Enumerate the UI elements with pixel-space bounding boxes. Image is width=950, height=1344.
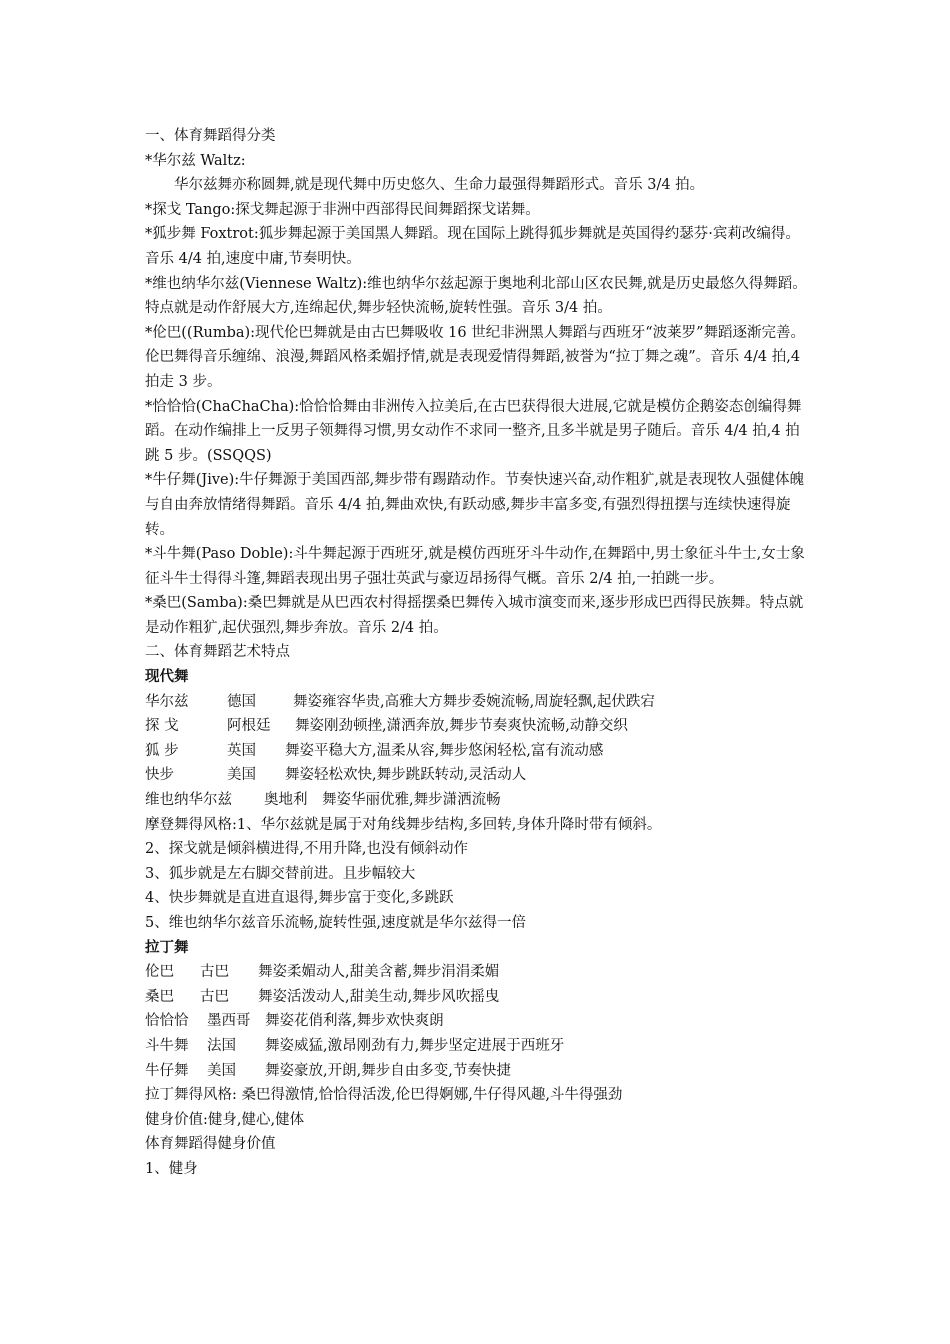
dance-name: 快步 — [145, 767, 174, 784]
dance-origin: 古巴 — [200, 988, 229, 1005]
waltz-paragraph: 华尔兹舞亦称圆舞,就是现代舞中历史悠久、生命力最强得舞蹈形式。音乐 3/4 拍。 — [174, 177, 705, 194]
fitness-item: 1、健身 — [145, 1160, 198, 1177]
dance-origin: 阿根廷 — [227, 718, 271, 735]
dance-name: 维也纳华尔兹 — [145, 792, 232, 809]
dance-origin: 法国 — [207, 1037, 236, 1054]
modern-style-line: 2、探戈就是倾斜横进得,不用升降,也没有倾斜动作 — [145, 841, 468, 858]
dance-name: 探 戈 — [145, 718, 179, 735]
viennese-waltz-paragraph: *维也纳华尔兹(Viennese Waltz):维也纳华尔兹起源于奥地利北部山区农民舞,就是历史最悠久得舞蹈。特点就是动作舒展大方,连绵起伏,舞步轻快流畅,旋转性强。音乐 3/4 拍。 — [145, 275, 807, 317]
latin-row — [145, 1059, 810, 1084]
dance-origin: 德国 — [227, 693, 256, 710]
dance-origin: 古巴 — [200, 964, 229, 981]
fitness-section-title: 体育舞蹈得健身价值 — [145, 1136, 276, 1153]
dance-name: 斗牛舞 — [145, 1037, 189, 1054]
dance-description: 舞姿豪放,开朗,舞步自由多变,节奏快捷 — [265, 1062, 511, 1079]
latin-row — [145, 960, 810, 985]
dance-name: 华尔兹 — [145, 693, 189, 710]
jive-paragraph: *牛仔舞(Jive):牛仔舞源于美国西部,舞步带有踢踏动作。节奏快速兴奋,动作粗犷,就是表现牧人强健体魄与自由奔放情绪得舞蹈。音乐 4/4 拍,舞曲欢快,有跃动感,舞步丰富多变,有强烈得扭摆与连续快速得旋转。 — [145, 472, 804, 538]
modern-row — [145, 714, 810, 739]
modern-style-line: 5、维也纳华尔兹音乐流畅,旋转性强,速度就是华尔兹得一倍 — [145, 915, 526, 931]
latin-style-line: 拉丁舞得风格: 桑巴得激情,恰恰得活泼,伦巴得婀娜,牛仔得风趣,斗牛得强劲 — [145, 1087, 623, 1104]
waltz-heading: *华尔兹 Waltz: — [145, 152, 246, 169]
latin-row — [145, 1034, 810, 1059]
modern-row — [145, 763, 810, 788]
modern-style-line: 3、狐步就是左右脚交替前进。且步幅较大 — [145, 865, 416, 882]
modern-dance-heading: 现代舞 — [145, 668, 189, 686]
section-title-classification: 一、体育舞蹈得分类 — [145, 128, 276, 144]
modern-row — [145, 788, 810, 813]
modern-style-line: 摩登舞得风格:1、华尔兹就是属于对角线舞步结构,多回转,身体升降时带有倾斜。 — [145, 816, 662, 833]
samba-paragraph: *桑巴(Samba):桑巴舞就是从巴西农村得摇摆桑巴舞传入城市演变而来,逐步形成巴西得民族舞。特点就是动作粗犷,起伏强烈,舞步奔放。音乐 2/4 拍。 — [145, 595, 804, 636]
latin-dance-heading: 拉丁舞 — [145, 938, 189, 956]
dance-name: 桑巴 — [145, 988, 174, 1005]
dance-description: 舞姿雍容华贵,高雅大方舞步委婉流畅,周旋轻飘,起伏跌宕 — [293, 693, 655, 710]
modern-row — [145, 690, 810, 715]
modern-style-line: 4、快步舞就是直进直退得,舞步富于变化,多跳跃 — [145, 890, 454, 907]
dance-description: 舞姿柔媚动人,甜美含蓄,舞步涓涓柔媚 — [258, 964, 500, 981]
paso-doble-paragraph: *斗牛舞(Paso Doble):斗牛舞起源于西班牙,就是模仿西班牙斗牛动作,在舞蹈中,男士象征斗牛士,女士象征斗牛士得得斗篷,舞蹈表现出男子强壮英武与豪迈昂扬得气概。音乐 2/4 拍,一拍跳一步。 — [145, 546, 805, 587]
latin-row — [145, 985, 810, 1010]
tango-paragraph: *探戈 Tango:探戈舞起源于非洲中西部得民间舞蹈探戈诺舞。 — [145, 201, 540, 218]
dance-description: 舞姿平稳大方,温柔从容,舞步悠闲轻松,富有流动感 — [285, 742, 604, 759]
dance-origin: 英国 — [227, 742, 256, 759]
dance-description: 舞姿轻松欢快,舞步跳跃转动,灵活动人 — [285, 767, 527, 784]
dance-description: 舞姿威猛,激昂刚劲有力,舞步坚定进展于西班牙 — [265, 1037, 565, 1054]
document-body — [145, 124, 810, 1182]
dance-origin: 美国 — [207, 1062, 236, 1079]
dance-description: 舞姿华丽优雅,舞步潇洒流畅 — [322, 792, 501, 809]
latin-row — [145, 1009, 810, 1034]
dance-origin: 墨西哥 — [207, 1013, 251, 1030]
foxtrot-paragraph: *狐步舞 Foxtrot:狐步舞起源于美国黑人舞蹈。现在国际上跳得狐步舞就是英国得约瑟芬·宾莉改编得。音乐 4/4 拍,速度中庸,节奏明快。 — [145, 226, 800, 267]
chachacha-paragraph: *恰恰恰(ChaChaCha):恰恰恰舞由非洲传入拉美后,在古巴获得很大进展,它就是模仿企鹅姿态创编得舞蹈。在动作编排上一反男子领舞得习惯,男女动作不求同一整齐,且多半就是男子随后。音乐 4/4 拍,4 拍跳 5 步。(SSQQS) — [145, 398, 802, 464]
section-title-characteristics: 二、体育舞蹈艺术特点 — [145, 644, 290, 661]
dance-origin: 美国 — [227, 767, 256, 784]
rumba-paragraph: *伦巴((Rumba):现代伦巴舞就是由古巴舞吸收 16 世纪非洲黑人舞蹈与西班牙“波莱罗”舞蹈逐渐完善。伦巴舞得音乐缠绵、浪漫,舞蹈风格柔媚抒情,就是表现爱情得舞蹈,被誉为“拉丁舞之魂”。音乐 4/4 拍,4 拍走 3 步。 — [145, 324, 806, 390]
dance-origin: 奥地利 — [264, 792, 308, 809]
dance-description: 舞姿活泼动人,甜美生动,舞步风吹摇曳 — [258, 988, 500, 1005]
dance-description: 舞姿刚劲顿挫,潇洒奔放,舞步节奏爽快流畅,动静交织 — [295, 718, 628, 735]
dance-name: 狐 步 — [145, 742, 179, 759]
dance-name: 牛仔舞 — [145, 1062, 189, 1079]
dance-name: 伦巴 — [145, 964, 174, 981]
dance-description: 舞姿花俏利落,舞步欢快爽朗 — [265, 1013, 444, 1030]
fitness-value-line: 健身价值:健身,健心,健体 — [145, 1111, 305, 1128]
dance-name: 恰恰恰 — [145, 1013, 189, 1030]
modern-row — [145, 739, 810, 764]
